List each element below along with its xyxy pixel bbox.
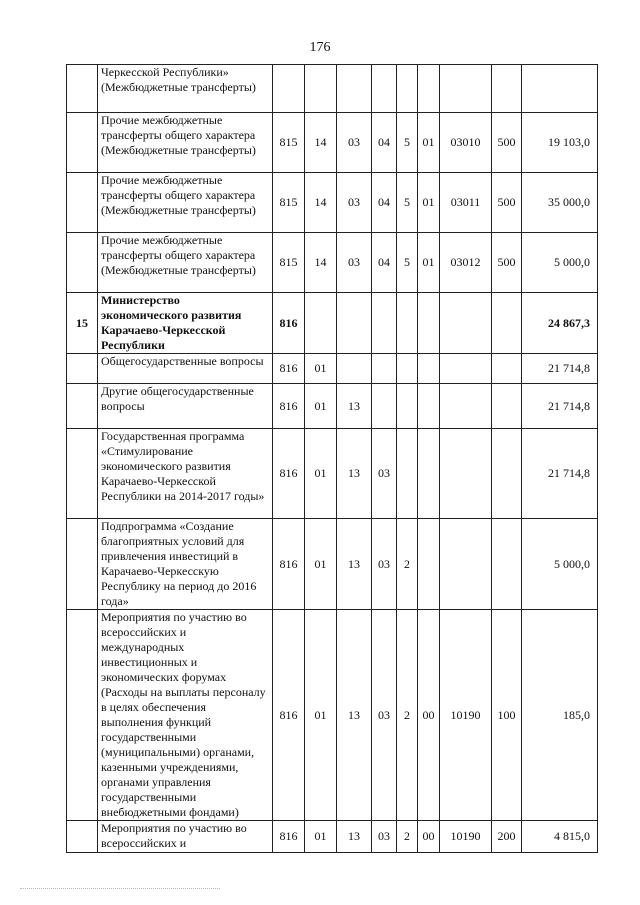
- table-row: [67, 384, 598, 429]
- code-ministry-cell: 815: [273, 173, 305, 233]
- code-expense-type-cell: [492, 65, 522, 113]
- code-subprogram-cell: [397, 384, 418, 429]
- row-name-cell: Мероприятия по участию во всероссийских и: [98, 821, 273, 853]
- code-group-cell: 00: [418, 821, 440, 853]
- code-program-cell: 04: [372, 113, 397, 173]
- code-subsection-cell: 13: [337, 384, 372, 429]
- code-group-cell: 01: [418, 113, 440, 173]
- row-name-cell: Подпрограмма «Создание благоприятных условий для привлечения инвестиций в Карачаево-Черкесскую Республику на период до 2016 года»: [98, 519, 273, 610]
- code-subprogram-cell: [397, 65, 418, 113]
- code-ministry-cell: 816: [273, 384, 305, 429]
- amount-cell: 5 000,0: [522, 233, 598, 293]
- row-number-cell: [67, 173, 98, 233]
- code-expense-type-cell: [492, 429, 522, 519]
- code-expense-type-cell: [492, 354, 522, 384]
- code-direction-cell: 10190: [440, 821, 492, 853]
- code-direction-cell: 03011: [440, 173, 492, 233]
- code-ministry-cell: [273, 65, 305, 113]
- code-program-cell: 03: [372, 519, 397, 610]
- code-ministry-cell: 816: [273, 519, 305, 610]
- table-row: [67, 821, 598, 853]
- row-number-cell: [67, 610, 98, 821]
- code-subsection-cell: 13: [337, 429, 372, 519]
- table-row: [67, 293, 598, 354]
- table-row: [67, 113, 598, 173]
- code-ministry-cell: 816: [273, 429, 305, 519]
- table-row: [67, 429, 598, 519]
- code-section-cell: 01: [305, 429, 337, 519]
- budget-table: [66, 64, 598, 853]
- table-row: [67, 610, 598, 821]
- code-direction-cell: [440, 519, 492, 610]
- code-group-cell: 00: [418, 610, 440, 821]
- row-name-cell: Черкесской Республики» (Межбюджетные трансферты): [98, 65, 273, 113]
- row-name-cell: Общегосударственные вопросы: [98, 354, 273, 384]
- code-subprogram-cell: [397, 429, 418, 519]
- code-ministry-cell: 816: [273, 293, 305, 354]
- code-group-cell: [418, 293, 440, 354]
- code-program-cell: 03: [372, 610, 397, 821]
- code-program-cell: 03: [372, 429, 397, 519]
- amount-cell: 5 000,0: [522, 519, 598, 610]
- code-subsection-cell: 03: [337, 233, 372, 293]
- code-expense-type-cell: 100: [492, 610, 522, 821]
- code-group-cell: [418, 354, 440, 384]
- code-section-cell: 01: [305, 519, 337, 610]
- code-direction-cell: [440, 354, 492, 384]
- code-subsection-cell: [337, 65, 372, 113]
- amount-cell: 35 000,0: [522, 173, 598, 233]
- row-number-cell: 15: [67, 293, 98, 354]
- code-subprogram-cell: 2: [397, 519, 418, 610]
- code-program-cell: [372, 354, 397, 384]
- code-subprogram-cell: 5: [397, 173, 418, 233]
- amount-cell: 185,0: [522, 610, 598, 821]
- code-ministry-cell: 815: [273, 113, 305, 173]
- row-number-cell: [67, 233, 98, 293]
- code-section-cell: [305, 293, 337, 354]
- code-program-cell: [372, 384, 397, 429]
- code-direction-cell: [440, 293, 492, 354]
- code-direction-cell: 03012: [440, 233, 492, 293]
- table-body: [67, 65, 598, 853]
- code-direction-cell: [440, 384, 492, 429]
- code-program-cell: 03: [372, 821, 397, 853]
- code-program-cell: 04: [372, 173, 397, 233]
- code-section-cell: 01: [305, 610, 337, 821]
- code-program-cell: [372, 293, 397, 354]
- amount-cell: 4 815,0: [522, 821, 598, 853]
- row-name-cell: Другие общегосударственные вопросы: [98, 384, 273, 429]
- amount-cell: 21 714,8: [522, 354, 598, 384]
- amount-cell: 21 714,8: [522, 429, 598, 519]
- code-subsection-cell: 13: [337, 610, 372, 821]
- row-name-cell: Прочие межбюджетные трансферты общего характера (Межбюджетные трансферты): [98, 173, 273, 233]
- code-program-cell: [372, 65, 397, 113]
- code-direction-cell: 03010: [440, 113, 492, 173]
- code-expense-type-cell: [492, 519, 522, 610]
- table-row: [67, 233, 598, 293]
- code-group-cell: 01: [418, 233, 440, 293]
- row-name-cell: Государственная программа «Стимулирование экономического развития Карачаево-Черкесской Республики на 2014-2017 годы»: [98, 429, 273, 519]
- code-ministry-cell: 816: [273, 354, 305, 384]
- code-subsection-cell: 13: [337, 821, 372, 853]
- row-number-cell: [67, 354, 98, 384]
- row-number-cell: [67, 519, 98, 610]
- code-section-cell: 14: [305, 113, 337, 173]
- code-group-cell: 01: [418, 173, 440, 233]
- row-name-cell: Прочие межбюджетные трансферты общего характера (Межбюджетные трансферты): [98, 113, 273, 173]
- code-ministry-cell: 815: [273, 233, 305, 293]
- code-expense-type-cell: 500: [492, 113, 522, 173]
- code-subprogram-cell: [397, 293, 418, 354]
- row-number-cell: [67, 429, 98, 519]
- table-row: [67, 519, 598, 610]
- code-subprogram-cell: 2: [397, 821, 418, 853]
- code-expense-type-cell: 500: [492, 173, 522, 233]
- code-direction-cell: 10190: [440, 610, 492, 821]
- amount-cell: 21 714,8: [522, 384, 598, 429]
- table-row: [67, 173, 598, 233]
- code-expense-type-cell: 200: [492, 821, 522, 853]
- table-row: [67, 65, 598, 113]
- row-name-cell: Министерство экономического развития Карачаево-Черкесской Республики: [98, 293, 273, 354]
- code-subprogram-cell: [397, 354, 418, 384]
- row-name-cell: Прочие межбюджетные трансферты общего характера (Межбюджетные трансферты): [98, 233, 273, 293]
- row-number-cell: [67, 384, 98, 429]
- code-ministry-cell: 816: [273, 821, 305, 853]
- code-expense-type-cell: [492, 384, 522, 429]
- code-section-cell: [305, 65, 337, 113]
- code-subprogram-cell: 2: [397, 610, 418, 821]
- code-expense-type-cell: 500: [492, 233, 522, 293]
- table-row: [67, 354, 598, 384]
- code-subprogram-cell: 5: [397, 233, 418, 293]
- code-group-cell: [418, 384, 440, 429]
- code-group-cell: [418, 519, 440, 610]
- code-direction-cell: [440, 65, 492, 113]
- code-expense-type-cell: [492, 293, 522, 354]
- code-section-cell: 14: [305, 173, 337, 233]
- code-subsection-cell: 03: [337, 173, 372, 233]
- code-subsection-cell: 03: [337, 113, 372, 173]
- row-name-cell: Мероприятия по участию во всероссийских и международных инвестиционных и экономических форумах (Расходы на выплаты персоналу в целях обеспечения выполнения функций государственными (муниципальными) органами, казенными учреждениями, органами управления государственными внебюджетными фондами): [98, 610, 273, 821]
- scan-artifact: [20, 888, 220, 890]
- code-direction-cell: [440, 429, 492, 519]
- code-section-cell: 14: [305, 233, 337, 293]
- page-number: 176: [309, 40, 331, 55]
- code-group-cell: [418, 429, 440, 519]
- code-section-cell: 01: [305, 821, 337, 853]
- amount-cell: 19 103,0: [522, 113, 598, 173]
- row-number-cell: [67, 113, 98, 173]
- code-section-cell: 01: [305, 354, 337, 384]
- row-number-cell: [67, 65, 98, 113]
- code-subsection-cell: 13: [337, 519, 372, 610]
- amount-cell: [522, 65, 598, 113]
- row-number-cell: [67, 821, 98, 853]
- amount-cell: 24 867,3: [522, 293, 598, 354]
- code-ministry-cell: 816: [273, 610, 305, 821]
- code-subsection-cell: [337, 354, 372, 384]
- code-subprogram-cell: 5: [397, 113, 418, 173]
- code-program-cell: 04: [372, 233, 397, 293]
- code-subsection-cell: [337, 293, 372, 354]
- code-section-cell: 01: [305, 384, 337, 429]
- code-group-cell: [418, 65, 440, 113]
